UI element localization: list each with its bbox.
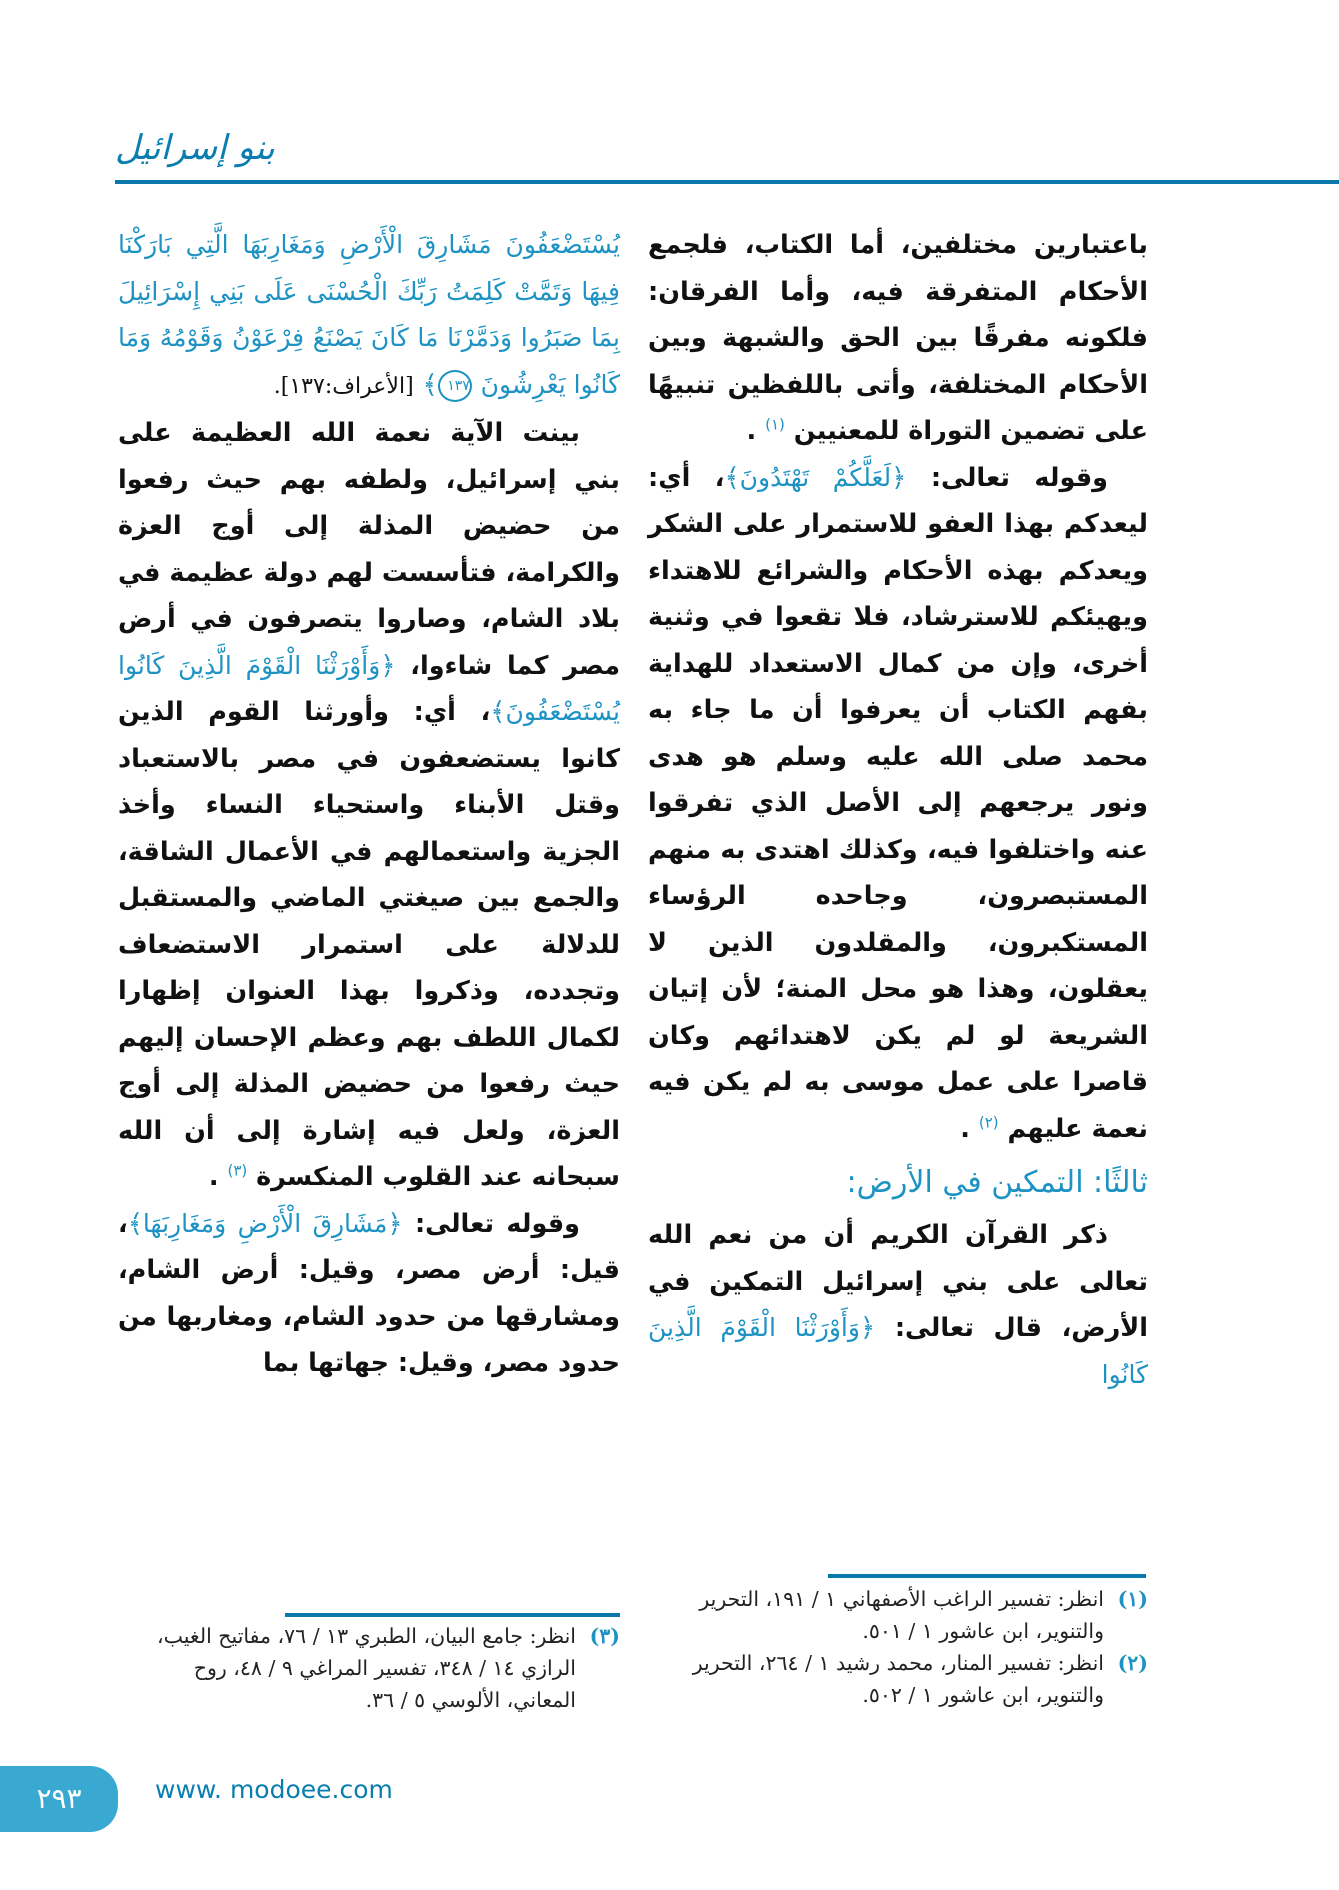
website-link[interactable]: www. modoee.com	[155, 1775, 393, 1804]
header-divider	[115, 180, 1339, 184]
footnotes-left	[118, 1620, 620, 1716]
paragraph	[648, 1212, 1148, 1398]
verse-number-medallion: ١٣٧	[438, 370, 472, 402]
paragraph-lead: وقوله تعالى:	[930, 462, 1108, 493]
running-header-title: بنو إسرائيل	[115, 128, 275, 168]
paragraph-text: باعتبارين مختلفين، أما الكتاب، فلجمع الأحكام المتفرقة فيه، وأما الفرقان: فلكونه مفرقًا بين الحق والشبهة وبين الأحكام المختلفة، وأتى باللفظين تنبيهًا على تضمين التوراة للمعنيين	[648, 230, 1148, 446]
quran-quote: وَأَوْرَثْنَا الْقَوْمَ الَّذِينَ كَانُوا	[648, 1313, 1148, 1389]
paragraph-text: ذكر القرآن الكريم أن من نعم الله تعالى على بني إسرائيل التمكين في الأرض، قال تعالى:	[648, 1220, 1148, 1343]
verse-reference: [الأعراف:١٣٧].	[273, 373, 414, 399]
paragraph-text: ، أي: ليعدكم بهذا العفو للاستمرار على الشكر ويعدكم بهذه الأحكام والشرائع للاهتداء ويهيئكم للاسترشاد، فلا تقعوا في وثنية أخرى، وإن من كمال الاستعداد للهداية بفهم الكتاب أن يعرفوا أن ما جاء به محمد صلى الله عليه وسلم هو هدى ونور يرجعهم إلى الأصل الذي تفرقوا عنه واختلفوا فيه، وكذلك اهتدى به منهم المستبصرون، وجاحده الرؤساء المستكبرون، والمقلدون الذين لا يعقلون، وهذا هو محل المنة؛ لأن إتيان الشريعة لو لم يكن لاهتدائهم وكان قاصرا على عمل موسى به لم يكن فيه نعمة عليهم	[648, 462, 1148, 1144]
footnote-divider-right	[828, 1574, 1146, 1578]
footnote-text: انظر: جامع البيان، الطبري ١٣ / ٧٦، مفاتيح الغيب، الرازي ١٤ / ٣٤٨، تفسير المراغي ٩ / ٤٨، روح المعاني، الألوسي ٥ / ٣٦.	[157, 1624, 576, 1712]
footnote-text: انظر: تفسير الراغب الأصفهاني ١ / ١٩١، التحرير والتنوير، ابن عاشور ١ / ٥٠١.	[699, 1587, 1104, 1643]
quran-bracket-close-icon: ﴾	[724, 462, 740, 493]
paragraph	[648, 455, 1148, 1153]
paragraph-text: ، أي: وأورثنا القوم الذين كانوا يستضعفون في مصر بالاستعباد وقتل الأبناء واستحياء النساء وأخذ الجزية واستعمالهم في الأعمال الشاقة، والجمع بين صيغتي الماضي والمستقبل للدلالة على استمرار الاستضعاف وتجدده، وذكروا بهذا العنوان إظهارا لكمال اللطف بهم وعظم الإحسان إليهم حيث رفعوا من حضيض المذلة إلى أوج العزة، ولعل فيه إشارة إلى أن الله سبحانه عند القلوب المنكسرة	[118, 697, 620, 1192]
quran-bracket-open-icon: ﴿	[859, 1313, 876, 1343]
quran-quote: مَشَارِقَ الْأَرْضِ وَمَغَارِبَهَا	[142, 1208, 388, 1238]
paragraph-end: .	[746, 416, 757, 446]
paragraph-text: بينت الآية نعمة الله العظيمة على بني إسرائيل، ولطفه بهم حيث رفعوا من حضيض المذلة إلى أوج العزة والكرامة، فتأسست لهم دولة عظيمة في بلاد الشام، وصاروا يتصرفون في أرض مصر كما شاءوا،	[118, 418, 620, 681]
footnote-ref-1[interactable]: (١)	[765, 415, 785, 434]
footnote-text: انظر: تفسير المنار، محمد رشيد ١ / ٢٦٤، التحرير والتنوير، ابن عاشور ١ / ٥٠٢.	[692, 1651, 1104, 1707]
quran-verse: يُسْتَضْعَفُونَ مَشَارِقَ الْأَرْضِ وَمَغَارِبَهَا الَّتِي بَارَكْنَا فِيهَا وَتَمَّتْ كَلِمَتُ رَبِّكَ الْحُسْنَى عَلَى بَنِي إِسْرَائِيلَ بِمَا صَبَرُوا وَدَمَّرْنَا مَا كَانَ يَصْنَعُ فِرْعَوْنُ وَقَوْمُهُ وَمَا كَانُوا يَعْرِشُونَ	[118, 230, 620, 399]
footnote-number: (١)	[1117, 1587, 1148, 1611]
footnotes-right	[648, 1583, 1148, 1711]
quran-bracket-open-icon: ﴿	[891, 462, 907, 493]
footnote-number: (٣)	[589, 1624, 620, 1648]
paragraph	[648, 222, 1148, 455]
verse-block	[118, 222, 620, 410]
footnote	[648, 1647, 1148, 1711]
paragraph	[118, 410, 620, 1201]
footnote	[118, 1620, 620, 1716]
quran-bracket-close-icon: ﴾	[490, 697, 506, 727]
footnote-ref-3[interactable]: (٣)	[227, 1161, 248, 1180]
quran-quote: وَأَوْرَثْنَا الْقَوْمَ الَّذِينَ كَانُوا يُسْتَضْعَفُونَ	[118, 650, 620, 726]
right-column	[648, 222, 1148, 1398]
paragraph-end: .	[960, 1113, 970, 1144]
paragraph-end: .	[208, 1162, 219, 1192]
quran-bracket-close-icon: ﴾	[422, 369, 438, 400]
quran-bracket-close-icon: ﴾	[127, 1208, 143, 1239]
footnote-number: (٢)	[1117, 1651, 1148, 1675]
footnote-ref-2[interactable]: (٢)	[978, 1113, 999, 1131]
paragraph-lead: وقوله تعالى:	[414, 1208, 580, 1239]
footnote-divider-left	[285, 1613, 620, 1617]
page-number-tab: ٢٩٣	[0, 1766, 118, 1832]
quran-bracket-open-icon: ﴿	[387, 1208, 403, 1239]
section-heading: ثالثًا: التمكين في الأرض:	[846, 1165, 1148, 1200]
paragraph-last-line: ومغاربها من حدود مصر، وقيل: جهاتها بما	[118, 1301, 620, 1378]
paragraph-text: ، قيل: أرض مصر، وقيل: أرض الشام، ومشارقها من حدود الشام،	[118, 1208, 620, 1332]
quran-bracket-open-icon: ﴿	[380, 650, 396, 681]
left-column	[118, 222, 620, 1387]
paragraph	[118, 1201, 620, 1387]
footnote	[648, 1583, 1148, 1647]
quran-quote: لَعَلَّكُمْ تَهْتَدُونَ	[739, 462, 892, 492]
